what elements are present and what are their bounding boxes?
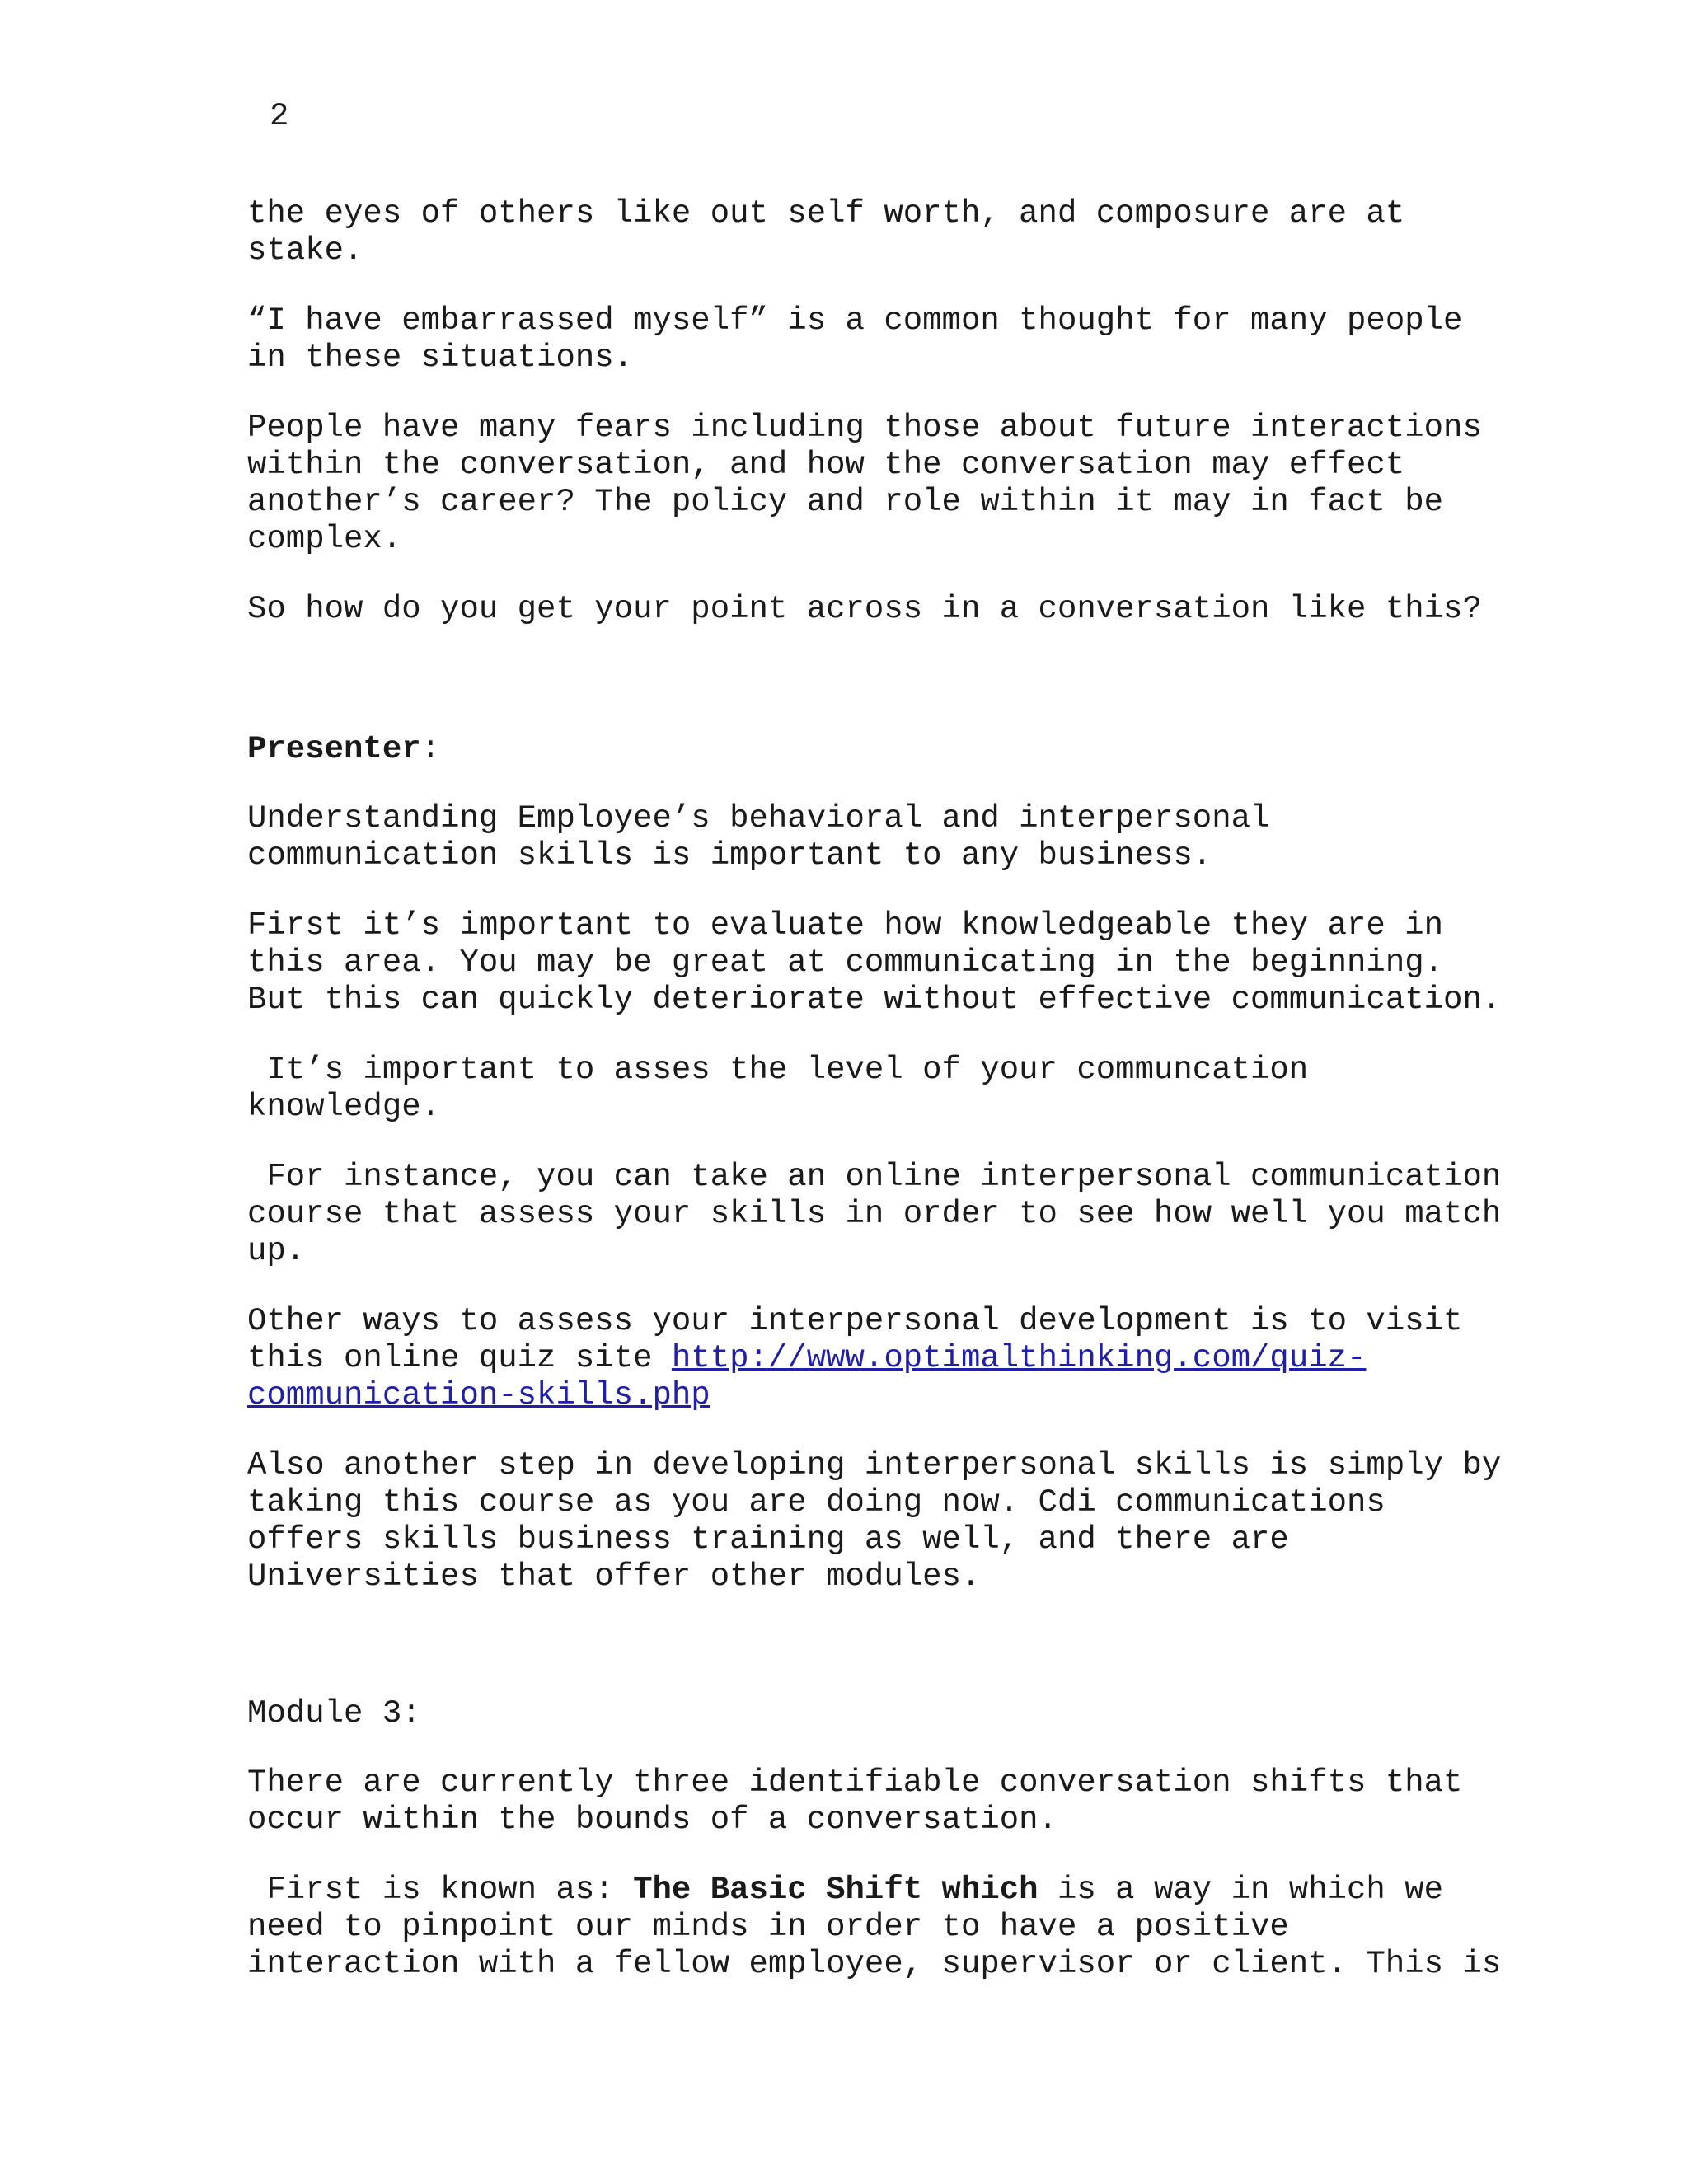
basic-shift-term: The Basic Shift which (633, 1872, 1039, 1908)
text-line: It’s important to asses the level of your communcation (247, 1052, 1309, 1088)
paragraph-another-step (247, 1447, 1501, 1596)
text-line: interaction with a fellow employee, supervisor or client. This is (247, 1946, 1502, 1982)
link-text-line[interactable]: communication-skills.php (247, 1377, 710, 1413)
text-line: complex. (247, 521, 402, 557)
text-line: For instance, you can take an online interpersonal communication (247, 1159, 1502, 1195)
paragraph-evaluate (247, 907, 1501, 1019)
presenter-label: Presenter (247, 731, 421, 767)
text-line: another’s career? The policy and role within it may in fact be (247, 484, 1444, 520)
text-line: taking this course as you are doing now. Cdi communications (247, 1484, 1386, 1521)
text-segment: is a way in which we (1038, 1872, 1444, 1908)
text-line: up. (247, 1233, 306, 1269)
text-line: Also another step in developing interpersonal skills is simply by (247, 1447, 1502, 1483)
text-line: knowledge. (247, 1089, 441, 1125)
text-line: Universities that offer other modules. (247, 1558, 981, 1595)
text-line: “I have embarrassed myself” is a common thought for many people (247, 302, 1463, 339)
text-segment: First is known as: (247, 1872, 634, 1908)
text-line: People have many fears including those about future interactions (247, 410, 1482, 446)
text-line: stake. (247, 232, 363, 269)
text-line: First it’s important to evaluate how knowledgeable they are in (247, 907, 1444, 944)
presenter-heading (247, 731, 440, 768)
link-text-line[interactable]: http://www.optimalthinking.com/quiz- (671, 1340, 1367, 1376)
module-heading: Module 3: (247, 1695, 421, 1732)
text-line: offers skills business training as well, and there are (247, 1521, 1289, 1558)
paragraph-self-worth (247, 195, 1404, 269)
paragraph-quiz-site (247, 1303, 1462, 1414)
paragraph-question (247, 591, 1482, 628)
paragraph-understanding (247, 800, 1269, 874)
text-line: So how do you get your point across in a conversation like this? (247, 591, 1482, 627)
text-line: course that assess your skills in order to see how well you match (247, 1196, 1502, 1232)
page-number: 2 (270, 98, 289, 134)
text-line: communication skills is important to any business. (247, 837, 1212, 874)
paragraph-basic-shift (247, 1872, 1501, 1983)
presenter-colon: : (420, 731, 441, 767)
text-line: But this can quickly deteriorate without effective communication. (247, 982, 1502, 1018)
paragraph-fears (247, 410, 1482, 558)
paragraph-conversation-shifts (247, 1765, 1462, 1839)
text-line: within the conversation, and how the conversation may effect (247, 447, 1405, 483)
text-line: this area. You may be great at communicating in the beginning. (247, 944, 1444, 981)
text-line: need to pinpoint our minds in order to have a positive (247, 1909, 1289, 1945)
paragraph-asses-level (247, 1052, 1308, 1126)
text-line: occur within the bounds of a conversation. (247, 1802, 1057, 1838)
text-line: the eyes of others like out self worth, and composure are at (247, 195, 1405, 232)
paragraph-embarrassed (247, 302, 1462, 377)
text-line: Other ways to assess your interpersonal development is to visit (247, 1303, 1463, 1339)
text-line: this online quiz site (247, 1340, 672, 1376)
text-line: in these situations. (247, 340, 634, 376)
text-line: There are currently three identifiable conversation shifts that (247, 1765, 1463, 1801)
text-line: Understanding Employee’s behavioral and interpersonal (247, 800, 1270, 837)
paragraph-online-course (247, 1159, 1501, 1270)
